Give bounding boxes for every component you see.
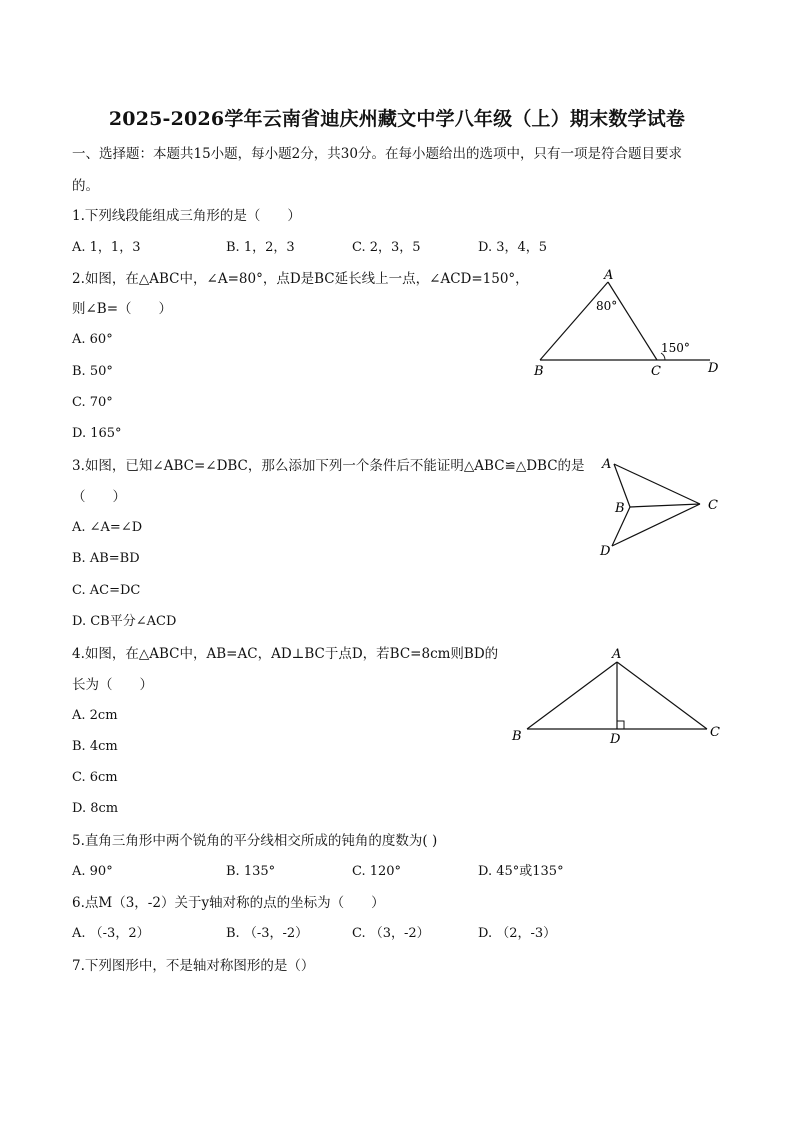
question-3-option-a: A. ∠A=∠D	[72, 520, 143, 535]
question-3-stem-line-1: 3.如图，已知∠ABC=∠DBC，那么添加下列一个条件后不能证明△ABC≌△DBC的是	[72, 458, 585, 474]
question-5-option-c: C. 120°	[352, 864, 402, 879]
question-5-option-a: A. 90°	[72, 864, 113, 879]
question-5-stem: 5.直角三角形中两个锐角的平分线相交所成的钝角的度数为( )	[72, 833, 438, 849]
label-c: C	[710, 725, 720, 740]
question-3-stem-line-2: （ ）	[72, 489, 126, 505]
label-c: C	[708, 498, 718, 513]
question-3-option-c: C. AC=DC	[72, 583, 141, 598]
label-b: B	[534, 364, 544, 379]
label-b: B	[615, 501, 625, 516]
question-4-stem-line-1: 4.如图，在△ABC中，AB=AC，AD⊥BC于点D，若BC=8cm则BD的	[72, 646, 499, 662]
label-d: D	[610, 732, 621, 747]
question-6-option-d: D. （2，-3）	[478, 926, 557, 941]
label-a: A	[612, 647, 622, 662]
angle-a-label: 80°	[596, 299, 618, 313]
question-2-option-c: C. 70°	[72, 395, 113, 410]
section-instructions-line-1: 一、选择题：本题共15小题，每小题2分，共30分。在每小题给出的选项中，只有一项是符合题目要求	[72, 146, 682, 162]
question-1-stem: 1.下列线段能组成三角形的是（ ）	[72, 208, 301, 224]
label-a: A	[604, 268, 614, 283]
question-3-option-d: D. CB平分∠ACD	[72, 614, 177, 629]
label-a: A	[602, 457, 612, 472]
question-4-option-c: C. 6cm	[72, 770, 118, 785]
question-4-stem-line-2: 长为（ ）	[72, 677, 153, 693]
question-2-option-d: D. 165°	[72, 426, 122, 441]
question-2-triangle-figure	[520, 262, 730, 380]
question-6-option-a: A. （-3，2）	[72, 926, 150, 941]
question-5-option-d: D. 45°或135°	[478, 864, 564, 879]
question-4-option-d: D. 8cm	[72, 801, 119, 816]
question-1-option-d: D. 3，4，5	[478, 240, 548, 255]
question-2-option-b: B. 50°	[72, 364, 113, 379]
label-b: B	[512, 729, 522, 744]
question-1-option-b: B. 1，2，3	[226, 240, 295, 255]
question-6-stem: 6.点M（3，-2）关于y轴对称的点的坐标为（ ）	[72, 895, 385, 911]
page-title: 2025-2026学年云南省迪庆州藏文中学八年级（上）期末数学试卷	[108, 108, 686, 130]
question-5-option-b: B. 135°	[226, 864, 276, 879]
angle-acd-label: 150°	[661, 341, 690, 355]
question-3-kite-figure	[592, 452, 732, 560]
label-d: D	[600, 544, 611, 559]
question-4-option-a: A. 2cm	[72, 708, 118, 723]
question-4-option-b: B. 4cm	[72, 739, 118, 754]
question-2-stem-line-2: 则∠B=（ ）	[72, 301, 173, 317]
question-4-isosceles-figure	[505, 644, 730, 748]
question-2-stem-line-1: 2.如图，在△ABC中，∠A=80°，点D是BC延长线上一点，∠ACD=150°，	[72, 271, 529, 287]
label-d: D	[708, 361, 719, 376]
question-6-option-c: C. （3，-2）	[352, 926, 430, 941]
question-7-stem: 7.下列图形中，不是轴对称图形的是（）	[72, 958, 315, 974]
section-instructions-line-2: 的。	[72, 178, 99, 194]
question-2-option-a: A. 60°	[72, 332, 113, 347]
question-6-option-b: B. （-3，-2）	[226, 926, 309, 941]
label-c: C	[651, 364, 661, 379]
question-1-option-c: C. 2，3，5	[352, 240, 421, 255]
question-1-option-a: A. 1，1，3	[72, 240, 141, 255]
question-3-option-b: B. AB=BD	[72, 551, 140, 566]
